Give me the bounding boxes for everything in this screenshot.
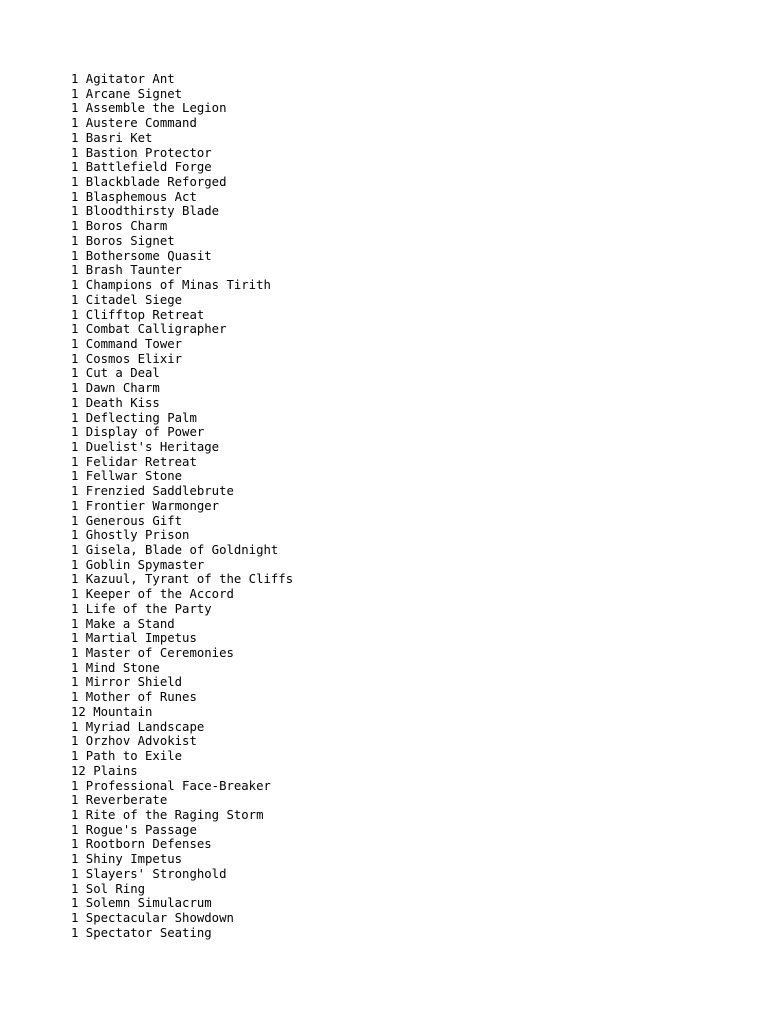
deck-list-line: 1 Mother of Runes: [71, 690, 197, 705]
deck-list-line: 1 Blackblade Reforged: [71, 175, 227, 190]
deck-list-line: 1 Citadel Siege: [71, 292, 183, 307]
deck-list-line: 1 Assemble the Legion: [71, 101, 227, 116]
deck-list-line: 1 Mirror Shield: [71, 675, 183, 690]
deck-list-line: 1 Boros Signet: [71, 233, 175, 248]
deck-list-line: 1 Rootborn Defenses: [71, 837, 212, 852]
deck-list-line: 1 Battlefield Forge: [71, 160, 212, 175]
deck-list-line: 1 Myriad Landscape: [71, 719, 205, 734]
deck-list-line: 1 Fellwar Stone: [71, 469, 183, 484]
deck-list-line: 1 Orzhov Advokist: [71, 734, 197, 749]
deck-list-line: 1 Life of the Party: [71, 601, 212, 616]
deck-list-line: 1 Clifftop Retreat: [71, 307, 205, 322]
deck-list-line: 1 Champions of Minas Tirith: [71, 278, 271, 293]
deck-list-line: 1 Combat Calligrapher: [71, 322, 227, 337]
deck-list-line: 1 Spectacular Showdown: [71, 910, 234, 925]
deck-list-line: 1 Cut a Deal: [71, 366, 160, 381]
deck-list-line: 1 Agitator Ant: [71, 72, 175, 86]
deck-list-line: 1 Blasphemous Act: [71, 189, 197, 204]
deck-list-line: 1 Command Tower: [71, 336, 183, 351]
deck-list-line: 1 Slayers' Stronghold: [71, 866, 227, 881]
deck-list-line: 1 Reverberate: [71, 793, 168, 808]
deck-list-line: 1 Professional Face-Breaker: [71, 778, 271, 793]
deck-list-line: 1 Death Kiss: [71, 395, 160, 410]
deck-list-line: 1 Rogue's Passage: [71, 822, 197, 837]
deck-list-line: 1 Deflecting Palm: [71, 410, 197, 425]
deck-list-line: 1 Duelist's Heritage: [71, 439, 220, 454]
deck-list-line: 1 Bastion Protector: [71, 145, 212, 160]
deck-list-line: 1 Brash Taunter: [71, 263, 183, 278]
deck-list-line: 1 Master of Ceremonies: [71, 646, 234, 661]
deck-list-line: 1 Boros Charm: [71, 219, 168, 234]
deck-list-line: 1 Ghostly Prison: [71, 528, 190, 543]
deck-list-line: 1 Mind Stone: [71, 660, 160, 675]
deck-list-line: 12 Plains: [71, 763, 138, 778]
deck-list-line: 1 Generous Gift: [71, 513, 183, 528]
deck-list-line: 1 Austere Command: [71, 116, 197, 131]
deck-list: [71, 72, 293, 940]
deck-list-line: 1 Shiny Impetus: [71, 852, 183, 867]
deck-list-line: 1 Keeper of the Accord: [71, 587, 234, 602]
deck-list-line: 1 Frontier Warmonger: [71, 498, 220, 513]
deck-list-line: 1 Rite of the Raging Storm: [71, 807, 264, 822]
deck-list-line: 1 Bloodthirsty Blade: [71, 204, 220, 219]
deck-list-line: 1 Basri Ket: [71, 130, 153, 145]
deck-list-line: 1 Arcane Signet: [71, 86, 183, 101]
deck-list-line: 1 Make a Stand: [71, 616, 175, 631]
deck-list-line: 1 Kazuul, Tyrant of the Cliffs: [71, 572, 294, 587]
deck-list-line: 1 Dawn Charm: [71, 381, 160, 396]
deck-list-line: 1 Path to Exile: [71, 749, 183, 764]
deck-list-line: 1 Frenzied Saddlebrute: [71, 484, 234, 499]
deck-list-line: 1 Gisela, Blade of Goldnight: [71, 543, 279, 557]
deck-list-line: 1 Felidar Retreat: [71, 454, 197, 469]
deck-list-line: 1 Spectator Seating: [71, 925, 212, 940]
deck-list-line: 1 Goblin Spymaster: [71, 557, 205, 572]
deck-list-line: 1 Cosmos Elixir: [71, 351, 183, 366]
deck-list-line: 12 Mountain: [71, 704, 153, 719]
deck-list-line: 1 Solemn Simulacrum: [71, 896, 212, 911]
deck-list-line: 1 Bothersome Quasit: [71, 248, 212, 263]
deck-list-line: 1 Sol Ring: [71, 881, 146, 896]
deck-list-line: 1 Display of Power: [71, 425, 205, 440]
deck-list-line: 1 Martial Impetus: [71, 631, 197, 646]
